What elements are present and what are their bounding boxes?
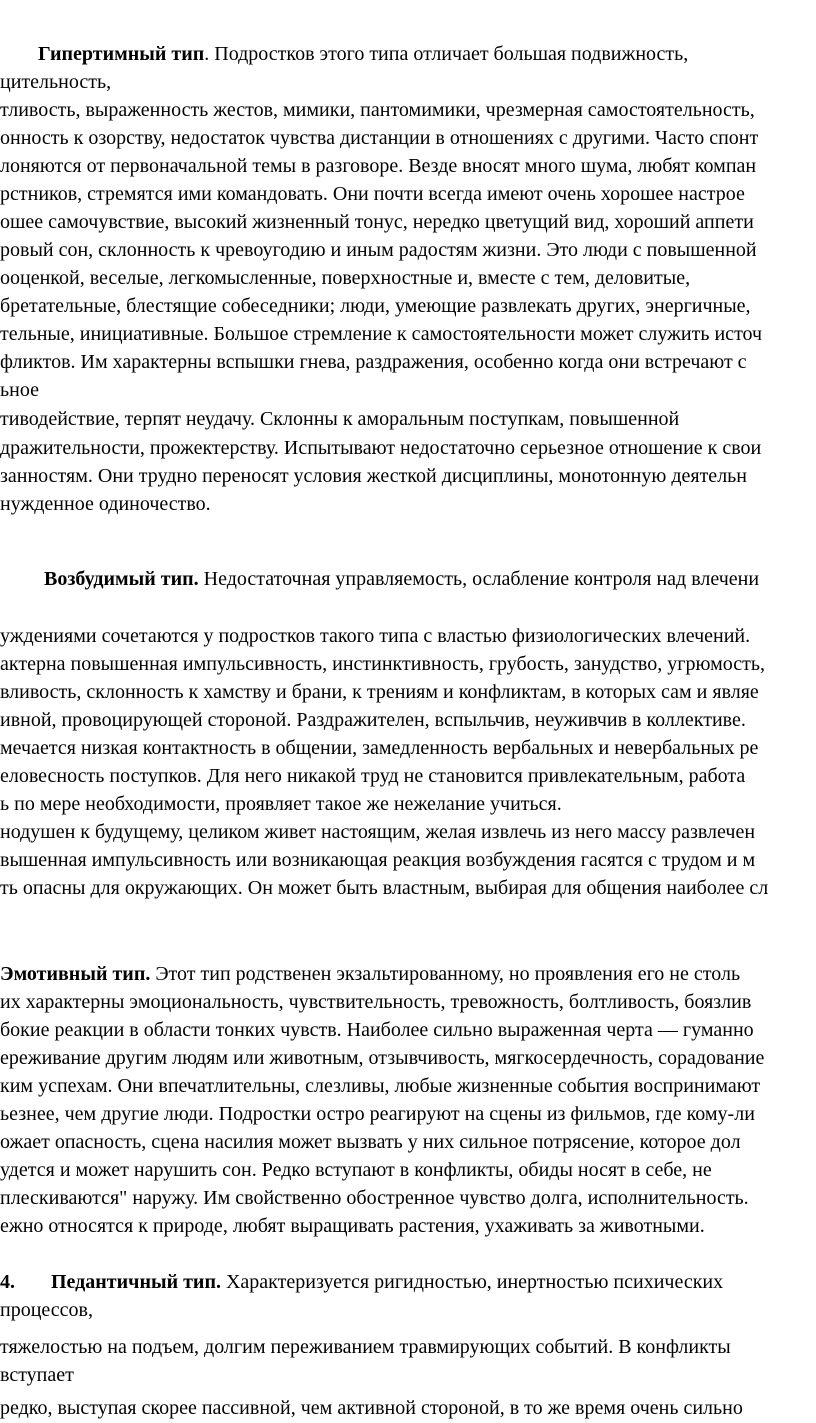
text-line-37: плескиваются" наружу. Им свойственно обостренное чувство долга, исполнительность. [0,1187,749,1209]
text-line-3: тливость, выраженность жестов, мимики, пантомимики, чрезмерная самостоятельность, [0,99,755,121]
text-line-6: рстников, стремятся ими командовать. Они почти всегда имеют очень хорошее настрое [0,183,745,205]
text-line-41: тяжелостью на подъем, долгим переживанием травмирующих событий. В конфликты [0,1336,731,1358]
text-line-16: занностям. Они трудно переносят условия жесткой дисциплины, монотонную деятельн [0,465,747,487]
text-line-40: процессов, [0,1299,93,1321]
text-line-15: дражительности, прожектерству. Испытывают недостаточно серьезное отношение к свои [0,437,762,459]
text-line-14: тиводействие, терпят неудачу. Склонны к аморальным поступкам, повышенной [0,408,680,430]
text-line-26: нодушен к будущему, целиком живет настоящим, желая извлечь из него массу развлечен [0,821,756,843]
text-line-36: удется и может нарушить сон. Редко вступают в конфликты, обиды носят в себе, не [0,1159,712,1181]
text-line-5: лоняются от первоначальной темы в разговоре. Везде вносят много шума, любят компан [0,155,757,177]
text-line-9: ооценкой, веселые, легкомысленные, поверхностные и, вместе с тем, деловитые, [0,267,691,289]
text-line-43: редко, выступая скорее пассивной, чем активной стороной, в то же время очень сильно [0,1397,743,1419]
text-line-24: еловесность поступков. Для него никакой труд не становится привлекательным, работа [0,765,746,787]
list-item-4: 4. Педантичный тип. Характеризуется ригидностью, инертностью психических [0,1271,724,1293]
list-number: 4. [0,1271,15,1293]
text-line-35: ожает опасность, сцена насилия может вызвать у них сильное потрясение, которое дол [0,1131,741,1153]
text-line-18: Возбудимый тип. Недостаточная управляемость, ослабление контроля над влечени [44,568,760,590]
text-line-34: ьезнее, чем другие люди. Подростки остро реагируют на сцены из фильмов, где кому-ли [0,1103,755,1125]
text-line-27: вышенная импульсивность или возникающая реакция возбуждения гасятся с трудом и м [0,849,756,871]
text-line-42: вступает [0,1364,74,1386]
text-line-30: их характерны эмоциональность, чувствительность, тревожность, болтливость, боязлив [0,991,752,1013]
text-line-20: актерна повышенная импульсивность, инстинктивность, грубость, занудство, угрюмость, [0,653,766,675]
text-line-21: вливость, склонность к хамству и брани, к трениям и конфликтам, в которых сам и являе [0,681,759,703]
text-line-22: ивной, провоцирующей стороной. Раздражителен, вспыльчив, неуживчив в коллективе. [0,709,746,731]
text-line-10: бретательные, блестящие собеседники; люди, умеющие развлекать других, энергичные, [0,295,751,317]
text-line-32: ереживание другим людям или животным, отзывчивость, мягкосердечность, сорадование [0,1047,765,1069]
text-line-38: ежно относятся к природе, любят выращивать растения, ухаживать за животными. [0,1215,705,1237]
text-line-1: Гипертимный тип. Подростков этого типа отличает большая подвижность, [38,43,689,65]
text-line-23: мечается низкая контактность в общении, замедленность вербальных и невербальных ре [0,737,759,759]
text-line-28: ть опасны для окружающих. Он может быть властным, выбирая для общения наиболее сл [0,877,769,899]
text-line-7: ошее самочувствие, высокий жизненный тонус, нередко цветущий вид, хороший аппети [0,211,754,233]
text-line-17: нужденное одиночество. [0,493,211,515]
text-line-29: Эмотивный тип. Этот тип родственен экзальтированному, но проявления его не столь [0,963,741,985]
text-line-31: бокие реакции в области тонких чувств. Наиболее сильно выраженная черта — гуманно [0,1019,754,1041]
text-line-19: уждениями сочетаются у подростков такого типа с властью физиологических влечений. [0,625,751,647]
text-line-13: ьное [0,379,39,401]
text-line-25: ь по мере необходимости, проявляет такое же нежелание учиться. [0,793,562,815]
text-line-12: фликтов. Им характерны вспышки гнева, раздражения, особенно когда они встречают с [0,351,747,373]
text-line-8: ровый сон, склонность к чревоугодию и иным радостям жизни. Это люди с повышенной [0,239,757,261]
text-line-2: цительность, [0,71,112,93]
text-line-4: онность к озорству, недостаток чувства дистанции в отношениях с другими. Часто спонт [0,127,759,149]
text-line-11: тельные, инициативные. Большое стремление к самостоятельности может служить источ [0,323,763,345]
text-line-33: ким успехам. Они впечатлительны, слезливы, любые жизненные события воспринимают [0,1075,761,1097]
